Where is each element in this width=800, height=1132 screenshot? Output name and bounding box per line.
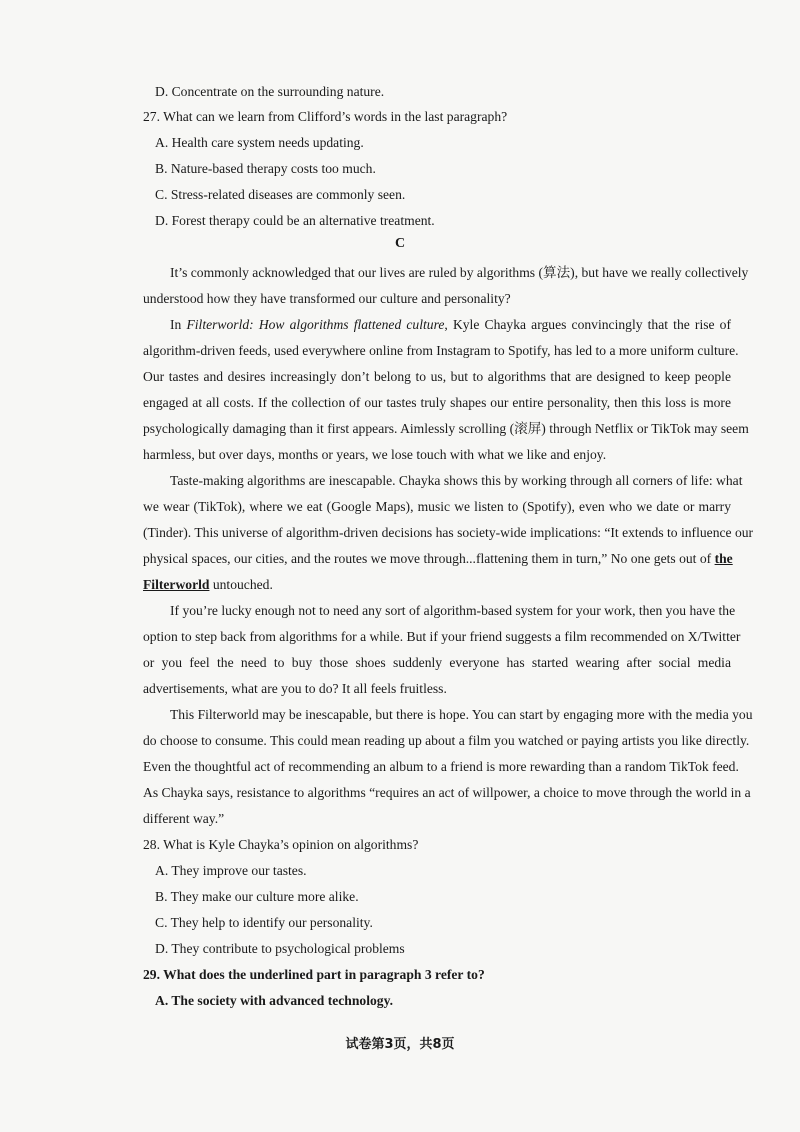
- p2-line-6: harmless, but over days, months or years, we lose touch with what we like and enjoy.: [143, 447, 607, 462]
- p3-line-2: we wear (TikTok), where we eat (Google Maps), music we listen to (Spotify), even who we date or marry: [143, 499, 731, 514]
- q28-option-c: C. They help to identify our personality.: [155, 915, 373, 930]
- p2-line-3: Our tastes and desires increasingly don’t belong to us, but to algorithms that are designed to keep people: [143, 369, 731, 384]
- book-title: Filterworld: How algorithms flattened culture: [186, 317, 445, 332]
- q27-option-c: C. Stress-related diseases are commonly seen.: [155, 187, 406, 202]
- underlined-the: the: [714, 551, 733, 566]
- p2-line-4: engaged at all costs. If the collection of our tastes truly shapes our entire personality, then this loss is more: [143, 395, 731, 410]
- p2-line-1: [170, 316, 731, 334]
- page-footer: 试卷第3页，共8页: [345, 1037, 455, 1052]
- p5-line-2: do choose to consume. This could mean reading up about a film you watched or paying artists you like directly.: [143, 733, 750, 748]
- p2-line-5: psychologically damaging than it first appears. Aimlessly scrolling (滚屏) through Netflix or TikTok may seem: [143, 421, 749, 436]
- section-heading: C: [394, 236, 406, 251]
- p4-line-4: advertisements, what are you to do? It all feels fruitless.: [143, 681, 447, 696]
- p5-line-4: As Chayka says, resistance to algorithms “requires an act of willpower, a choice to move through the world in a: [143, 785, 751, 800]
- q28-option-b: B. They make our culture more alike.: [155, 889, 359, 904]
- q27-option-d: D. Forest therapy could be an alternative treatment.: [155, 213, 435, 228]
- p3-line-4: [143, 550, 731, 568]
- p3-line-1: Taste-making algorithms are inescapable. Chayka shows this by working through all corners of life: what: [170, 473, 743, 488]
- p5-line-3: Even the thoughtful act of recommending an album to a friend is more rewarding than a random TikTok feed.: [143, 759, 739, 774]
- p3-line-5: [143, 576, 731, 594]
- q27-option-a: A. Health care system needs updating.: [155, 135, 364, 150]
- q26-option-d: D. Concentrate on the surrounding nature.: [155, 84, 385, 99]
- p5-line-5: different way.”: [143, 811, 225, 826]
- q27-option-b: B. Nature-based therapy costs too much.: [155, 161, 376, 176]
- p1-line-1: It’s commonly acknowledged that our lives are ruled by algorithms (算法), but have we really collectively: [170, 265, 749, 280]
- q28-option-d: D. They contribute to psychological problems: [155, 941, 405, 956]
- q28-option-a: A. They improve our tastes.: [155, 863, 307, 878]
- underlined-filterworld: Filterworld: [143, 577, 210, 592]
- q27-stem: 27. What can we learn from Clifford’s words in the last paragraph?: [143, 109, 508, 124]
- p1-line-2: understood how they have transformed our culture and personality?: [143, 291, 511, 306]
- p5-line-1: This Filterworld may be inescapable, but there is hope. You can start by engaging more with the media you: [170, 707, 753, 722]
- p3-end: untouched.: [209, 577, 273, 592]
- q28-stem: 28. What is Kyle Chayka’s opinion on algorithms?: [143, 837, 419, 852]
- p4-line-3: or you feel the need to buy those shoes suddenly everyone has started wearing after social media: [143, 655, 731, 670]
- p2-line-2: algorithm-driven feeds, used everywhere online from Instagram to Spotify, has led to a more uniform culture.: [143, 343, 739, 358]
- p2-in: In: [170, 317, 187, 332]
- p3-line-4-text: physical spaces, our cities, and the routes we move through...flattening them in turn,” No one gets out of: [143, 551, 712, 566]
- q29-stem: 29. What does the underlined part in paragraph 3 refer to?: [143, 967, 485, 982]
- p4-line-2: option to step back from algorithms for a while. But if your friend suggests a film recommended on X/Twitter: [143, 629, 741, 644]
- p2-rest: , Kyle Chayka argues convincingly that the rise of: [444, 317, 732, 332]
- p4-line-1: If you’re lucky enough not to need any sort of algorithm-based system for your work, then you have the: [170, 603, 736, 618]
- p3-line-3: (Tinder). This universe of algorithm-driven decisions has society-wide implications: “It extends to influence our: [143, 525, 754, 540]
- q29-option-a: A. The society with advanced technology.: [155, 993, 394, 1008]
